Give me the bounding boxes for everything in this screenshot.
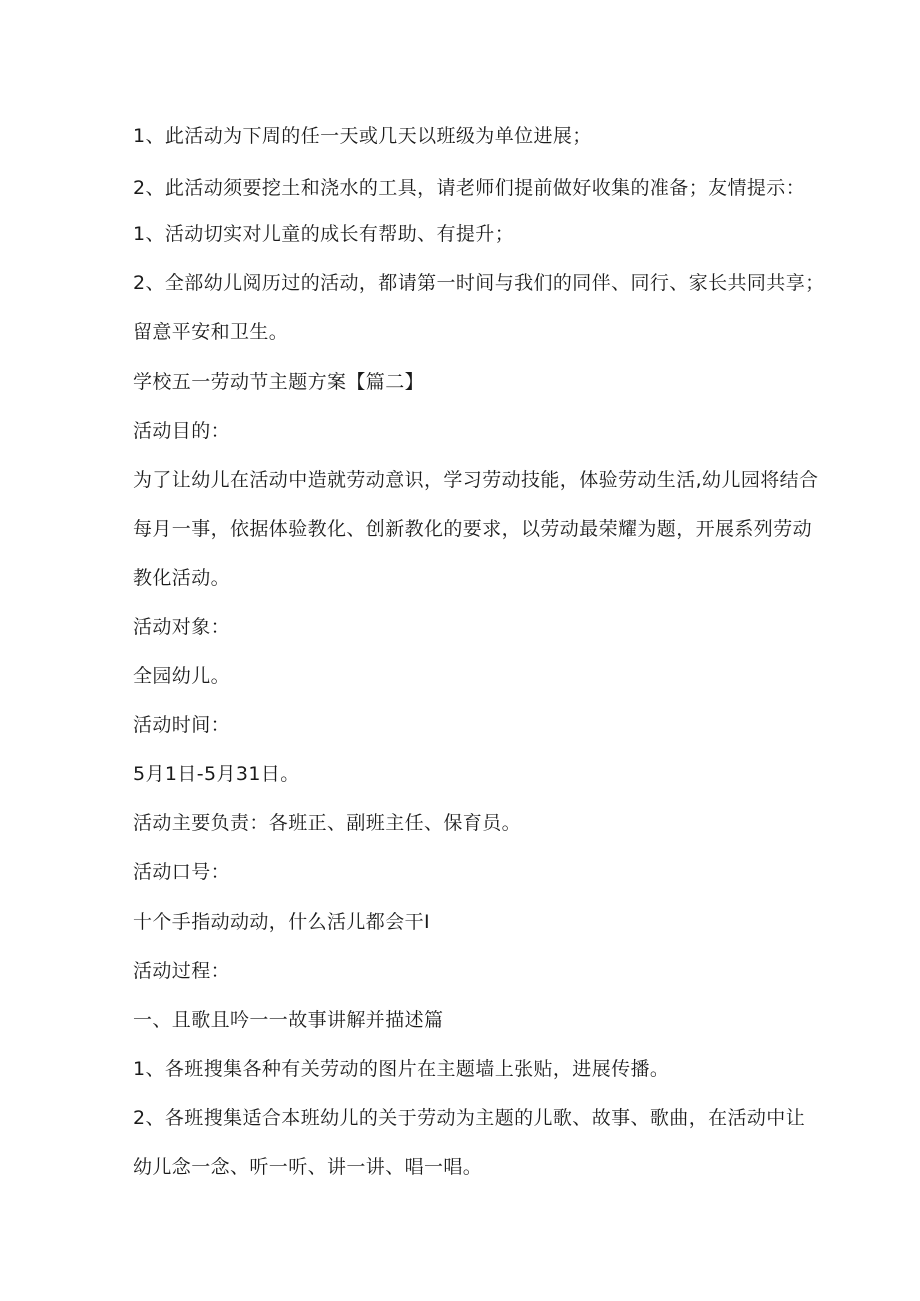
text-line: 1、此活动为下周的任一天或几天以班级为单位进展；	[133, 125, 592, 147]
text-line: 幼儿念一念、听一听、讲一讲、唱一唱。	[133, 1156, 483, 1178]
text-line: 教化活动。	[133, 567, 231, 589]
section-heading: 学校五一劳动节主题方案【篇二】	[133, 371, 425, 393]
text-line: 活动目的：	[133, 420, 231, 442]
text-line: 为了让幼儿在活动中造就劳动意识，学习劳动技能，体验劳动生活,幼儿园将结合	[133, 469, 819, 491]
text-line: 活动口号：	[133, 861, 231, 883]
text-line: 十个手指动动动，什么活儿都会干I	[133, 911, 431, 933]
text-line: 5月1日-5月31日。	[133, 763, 300, 785]
text-line: 2、此活动须要挖土和浇水的工具，请老师们提前做好收集的准备；友情提示：	[133, 177, 806, 199]
text-line: 2、各班搜集适合本班幼儿的关于劳动为主题的儿歌、故事、歌曲，在活动中让	[133, 1107, 806, 1129]
text-line: 活动时间：	[133, 714, 231, 736]
text-line: 活动对象：	[133, 616, 231, 638]
text-line: 2、全部幼儿阅历过的活动，都请第一时间与我们的同伴、同行、家长共同共享；	[133, 272, 825, 294]
text-line: 1、各班搜集各种有关劳动的图片在主题墙上张贴，进展传播。	[133, 1058, 670, 1080]
text-line: 每月一事，依据体验教化、创新教化的要求，以劳动最荣耀为题，开展系列劳动	[133, 518, 813, 540]
text-line: 一、且歌且吟一一故事讲解并描述篇	[133, 1009, 444, 1031]
text-line: 留意平安和卫生。	[133, 321, 289, 343]
text-line: 活动主要负责：各班正、副班主任、保育员。	[133, 812, 522, 834]
text-line: 全园幼儿。	[133, 665, 231, 687]
text-line: 1、活动切实对儿童的成长有帮助、有提升；	[133, 223, 515, 245]
text-line: 活动过程：	[133, 960, 231, 982]
